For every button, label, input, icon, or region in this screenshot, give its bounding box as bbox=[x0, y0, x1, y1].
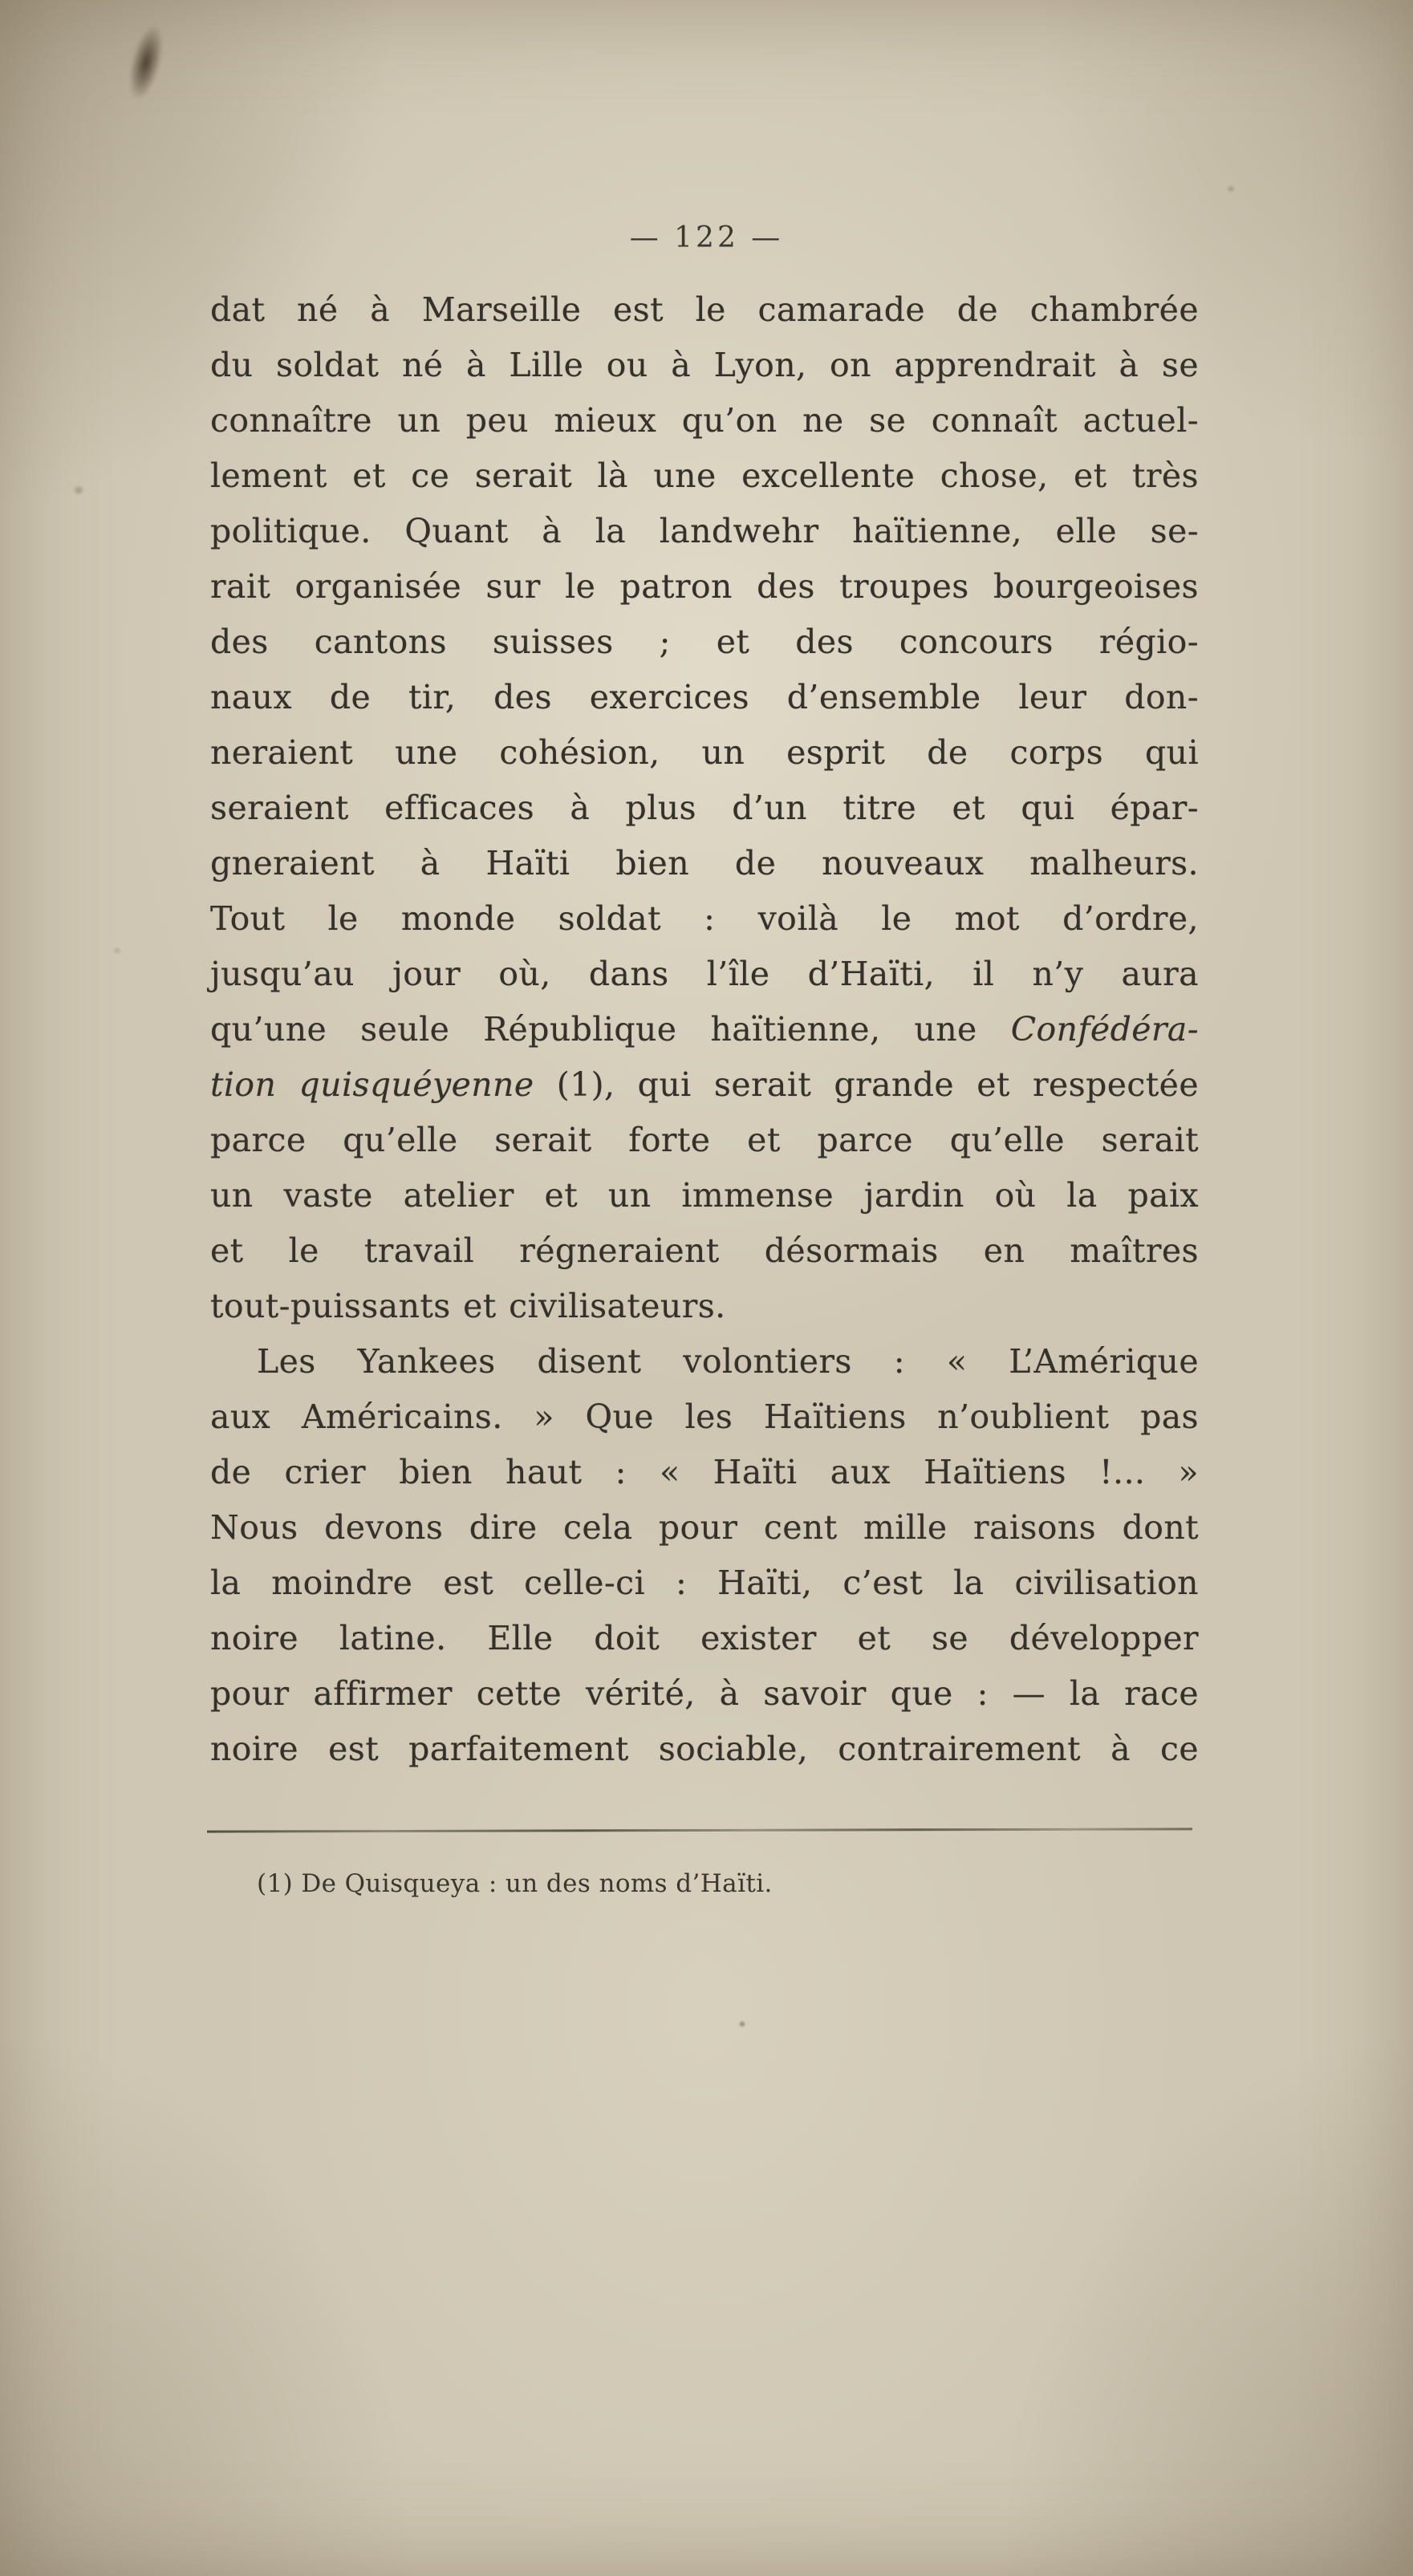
text-segment: lement et ce serait là une excellente chose, et très bbox=[210, 456, 1199, 495]
text-segment: gneraient à Haïti bien de nouveaux malheurs. bbox=[210, 844, 1199, 882]
text-segment: noire est parfaitement sociable, contrairement à ce bbox=[210, 1730, 1199, 1768]
body-text bbox=[210, 282, 1199, 1777]
text-line bbox=[210, 1445, 1199, 1500]
text-line bbox=[210, 1279, 1199, 1334]
text-line bbox=[210, 504, 1199, 559]
text-segment: et le travail régneraient désormais en maîtres bbox=[210, 1231, 1199, 1270]
text-segment: rait organisée sur le patron des troupes bourgeoises bbox=[210, 567, 1199, 606]
italic-text-segment: tion quisquéyenne bbox=[210, 1065, 534, 1104]
text-segment: noire latine. Elle doit exister et se développer bbox=[210, 1619, 1199, 1657]
footnote: (1) De Quisqueya : un des noms d’Haïti. bbox=[257, 1869, 773, 1898]
text-segment: pour affirmer cette vérité, à savoir que : — la race bbox=[210, 1674, 1199, 1713]
text-line bbox=[210, 1611, 1199, 1666]
text-segment: du soldat né à Lille ou à Lyon, on apprendrait à se bbox=[210, 346, 1199, 384]
text-line bbox=[210, 1057, 1199, 1113]
text-segment: dat né à Marseille est le camarade de chambrée bbox=[210, 290, 1199, 329]
text-line bbox=[210, 615, 1199, 670]
text-line bbox=[210, 725, 1199, 781]
text-line bbox=[210, 1556, 1199, 1611]
text-line bbox=[210, 1334, 1199, 1389]
text-line bbox=[210, 1223, 1199, 1279]
text-segment: jusqu’au jour où, dans l’île d’Haïti, il n’y aura bbox=[210, 955, 1199, 993]
text-line bbox=[210, 1168, 1199, 1223]
text-segment: (1), qui serait grande et respectée bbox=[534, 1065, 1199, 1104]
text-segment: tout-puissants et civilisateurs. bbox=[210, 1287, 726, 1325]
text-line bbox=[210, 393, 1199, 448]
text-line bbox=[210, 670, 1199, 725]
footnote-rule bbox=[207, 1828, 1192, 1832]
text-segment: de crier bien haut : « Haïti aux Haïtiens !... » bbox=[210, 1453, 1199, 1491]
text-line bbox=[210, 891, 1199, 947]
text-line bbox=[210, 1002, 1199, 1057]
text-line bbox=[210, 1500, 1199, 1556]
paper-stain bbox=[738, 2020, 746, 2028]
text-segment: Les Yankees disent volontiers : « L’Amérique bbox=[257, 1342, 1199, 1381]
paper-stain bbox=[1226, 185, 1236, 193]
text-line bbox=[210, 282, 1199, 338]
italic-text-segment: Confédéra- bbox=[1010, 1010, 1199, 1049]
text-line bbox=[210, 1722, 1199, 1777]
paper-stain bbox=[112, 947, 122, 955]
text-segment: politique. Quant à la landwehr haïtienne, elle se- bbox=[210, 512, 1199, 550]
text-segment: un vaste atelier et un immense jardin où la paix bbox=[210, 1176, 1199, 1215]
text-segment: naux de tir, des exercices d’ensemble leur don- bbox=[210, 678, 1199, 716]
text-segment: connaître un peu mieux qu’on ne se connaît actuel- bbox=[210, 401, 1199, 440]
text-line bbox=[210, 836, 1199, 891]
text-line bbox=[210, 947, 1199, 1002]
text-segment: seraient efficaces à plus d’un titre et qui épar- bbox=[210, 789, 1199, 827]
paper-stain bbox=[123, 22, 169, 103]
text-line bbox=[210, 781, 1199, 836]
text-segment: des cantons suisses ; et des concours régio- bbox=[210, 623, 1199, 661]
text-segment: parce qu’elle serait forte et parce qu’elle serait bbox=[210, 1121, 1199, 1159]
text-line bbox=[210, 1666, 1199, 1722]
text-line bbox=[210, 448, 1199, 504]
text-line bbox=[210, 338, 1199, 393]
paper-stain bbox=[72, 485, 85, 496]
text-line bbox=[210, 1113, 1199, 1168]
text-line bbox=[210, 559, 1199, 615]
text-segment: Tout le monde soldat : voilà le mot d’ordre, bbox=[210, 899, 1199, 938]
page-number: — 122 — bbox=[629, 221, 784, 254]
text-segment: Nous devons dire cela pour cent mille raisons dont bbox=[210, 1508, 1199, 1547]
text-segment: qu’une seule République haïtienne, une bbox=[210, 1010, 1011, 1049]
text-segment: neraient une cohésion, un esprit de corps qui bbox=[210, 733, 1199, 772]
text-segment: aux Américains. » Que les Haïtiens n’oublient pas bbox=[210, 1398, 1199, 1436]
text-segment: la moindre est celle-ci : Haïti, c’est la civilisation bbox=[210, 1564, 1199, 1602]
text-line bbox=[210, 1389, 1199, 1445]
